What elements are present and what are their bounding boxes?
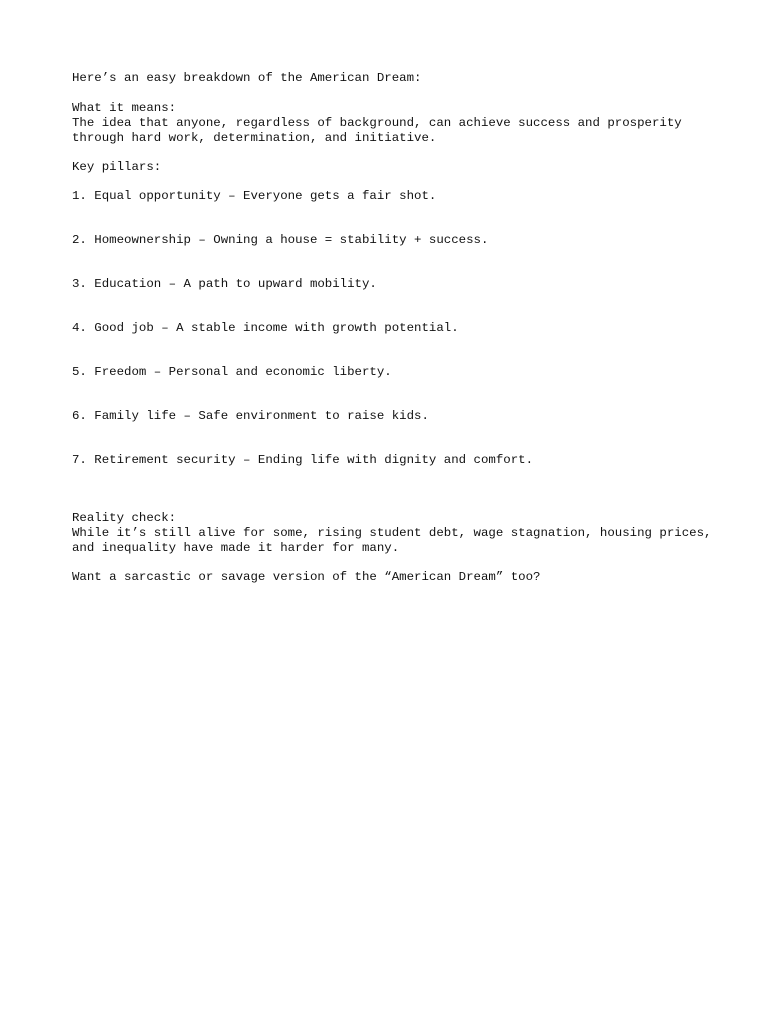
spacer bbox=[72, 424, 712, 453]
pillar-item-6: 6. Family life – Safe environment to raise kids. bbox=[72, 409, 429, 423]
spacer bbox=[72, 204, 712, 233]
meaning-heading: What it means: bbox=[72, 101, 177, 115]
meaning-text: The idea that anyone, regardless of background, can achieve success and prosperity through hard work, determination, and initiative. bbox=[72, 116, 690, 145]
intro-line: Here’s an easy breakdown of the American Dream: bbox=[72, 71, 422, 85]
pillar-item-2: 2. Homeownership – Owning a house = stability + success. bbox=[72, 233, 489, 247]
pillar-item-1: 1. Equal opportunity – Everyone gets a fair shot. bbox=[72, 189, 437, 203]
document-body bbox=[72, 71, 719, 585]
pillar-item-5: 5. Freedom – Personal and economic liberty. bbox=[72, 365, 392, 379]
pillar-item-3: 3. Education – A path to upward mobility. bbox=[72, 277, 377, 291]
spacer bbox=[72, 556, 712, 570]
spacer bbox=[72, 380, 712, 409]
spacer bbox=[72, 146, 712, 160]
spacer bbox=[72, 175, 712, 189]
reality-text: While it’s still alive for some, rising student debt, wage stagnation, housing prices, and inequality have made it harder for many. bbox=[72, 526, 719, 555]
spacer bbox=[72, 468, 712, 511]
pillar-item-4: 4. Good job – A stable income with growth potential. bbox=[72, 321, 459, 335]
pillar-item-7: 7. Retirement security – Ending life with dignity and comfort. bbox=[72, 453, 534, 467]
closing-question: Want a sarcastic or savage version of the “American Dream” too? bbox=[72, 570, 541, 584]
reality-heading: Reality check: bbox=[72, 511, 177, 525]
spacer bbox=[72, 292, 712, 321]
spacer bbox=[72, 336, 712, 365]
pillars-heading: Key pillars: bbox=[72, 160, 162, 174]
spacer bbox=[72, 248, 712, 277]
spacer bbox=[72, 86, 712, 101]
